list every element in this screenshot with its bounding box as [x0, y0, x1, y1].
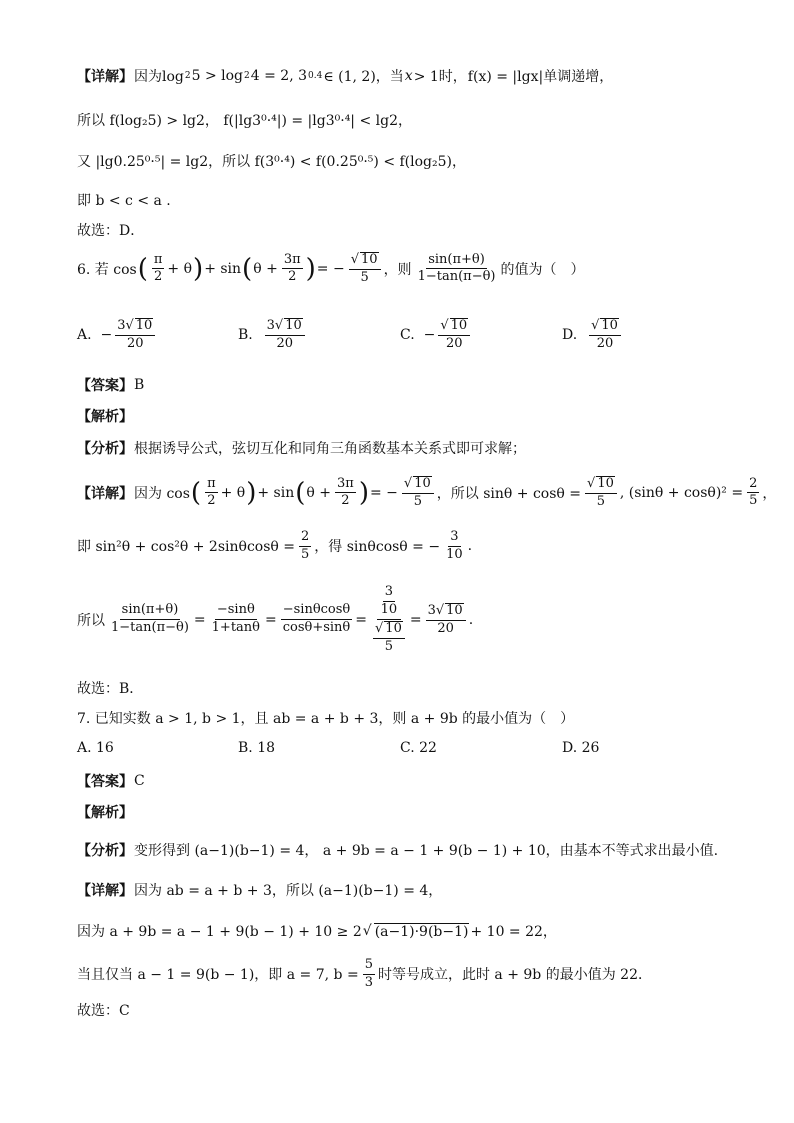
- q6-detail-line1: 【详解】 因为 cos ( $\frac{\pi}{2}$ + θ ) + sin ( θ + $\frac{3\pi}{2}$ ) = − $\frac{√ 10}{5}$ ，所以 sinθ + cosθ = $\frac{√ 10}{5}$ , (sinθ + cosθ)² = $\frac{2}{5}$ ，: [77, 475, 777, 509]
- q6-detail-line2: 即 sin²θ + cos²θ + 2sinθcosθ = $\frac{2}{5}$ ，得 sinθcosθ = − $\frac{3}{10}$ .: [77, 529, 473, 562]
- q7-option-c: C. 22: [400, 740, 437, 756]
- q5-detail-line2: 所以 f(log₂5) > lg2， f(|lg3⁰·⁴|) = |lg3⁰·⁴| < lg2，: [77, 113, 412, 129]
- q6-option-c: C. − $\frac{√ 10}{20}$: [400, 318, 473, 352]
- q5-detail-line1: 【详解】 因为log 2 5 > log 2 4 = 2, 3 0.4 ∈ (1, 2)，当 x > 1时， f(x) = |lgx|单调递增，: [77, 68, 614, 85]
- q7-fenxi: 【分析】 变形得到 (a−1)(b−1) = 4， a + 9b = a − 1 + 9(b − 1) + 10，由基本不等式求出最小值.: [77, 843, 719, 859]
- q7-option-d: D. 26: [562, 740, 600, 756]
- q7-stem: 7. 已知实数 a > 1, b > 1，且 ab = a + b + 3，则 a + 9b 的最小值为（ ）: [77, 711, 575, 727]
- q6-fenxi: 【分析】 根据诱导公式，弦切互化和同角三角函数基本关系式即可求解；: [77, 441, 526, 457]
- q7-answer: 【答案】 C: [77, 773, 145, 790]
- q6-option-b: B. $\frac{3√ 10}{20}$: [238, 318, 308, 352]
- q5-conclusion: 故选：D．: [77, 223, 145, 239]
- q6-analysis-tag: 【解析】: [77, 409, 133, 425]
- q7-conclusion: 故选：C: [77, 1003, 130, 1019]
- q6-option-d: D. $\frac{√ 10}{20}$: [562, 318, 624, 352]
- q5-detail-line3: 又 |lg0.25⁰·⁵| = lg2，所以 f(3⁰·⁴) < f(0.25⁰·⁵) < f(log₂5)，: [77, 154, 466, 170]
- q6-conclusion: 故选：B．: [77, 681, 144, 697]
- q7-detail-line1: 【详解】 因为 ab = a + b + 3，所以 (a−1)(b−1) = 4，: [77, 883, 443, 899]
- q7-option-a: A. 16: [77, 740, 114, 756]
- q6-answer: 【答案】 B: [77, 377, 145, 394]
- q5-detail-line4: 即 b < c < a .: [77, 193, 171, 209]
- q7-analysis-tag: 【解析】: [77, 805, 133, 821]
- q7-detail-line3: 当且仅当 a − 1 = 9(b − 1)，即 a = 7, b = $\frac{5}{3}$ 时等号成立，此时 a + 9b 的最小值为 22．: [77, 957, 652, 990]
- q7-detail-line2: 因为 a + 9b = a − 1 + 9(b − 1) + 10 ≥ 2 √ (a−1)·9(b−1) + 10 = 22，: [77, 923, 557, 940]
- q6-option-a: A. − $\frac{3√ 10}{20}$: [77, 318, 158, 352]
- q6-detail-line3: 所以 $\frac{\sin(\pi+\theta)}{1-\tan(\pi-\theta)}$ = $\frac{-\sin\theta}{1+\tan\theta}$ = $\frac{-\sin\theta\cos\theta}{\cos\theta+\sin\theta}$ = $\frac{\frac{3}{10}}{\frac{√ 10}{5}}$ = $\frac{3√ 10}{20}$ .: [77, 584, 474, 654]
- detail-tag: 【详解】: [77, 69, 133, 85]
- q7-option-b: B. 18: [238, 740, 276, 756]
- q6-stem: 6. 若 cos ( $\frac{\pi}{2}$ + θ ) + sin ( θ + $\frac{3\pi}{2}$ ) = − $\frac{√ 10}{5}$ ，则 $\frac{\sin(\pi+\theta)}{1-\tan(\pi-\theta)}$ 的值为（ ）: [77, 251, 585, 285]
